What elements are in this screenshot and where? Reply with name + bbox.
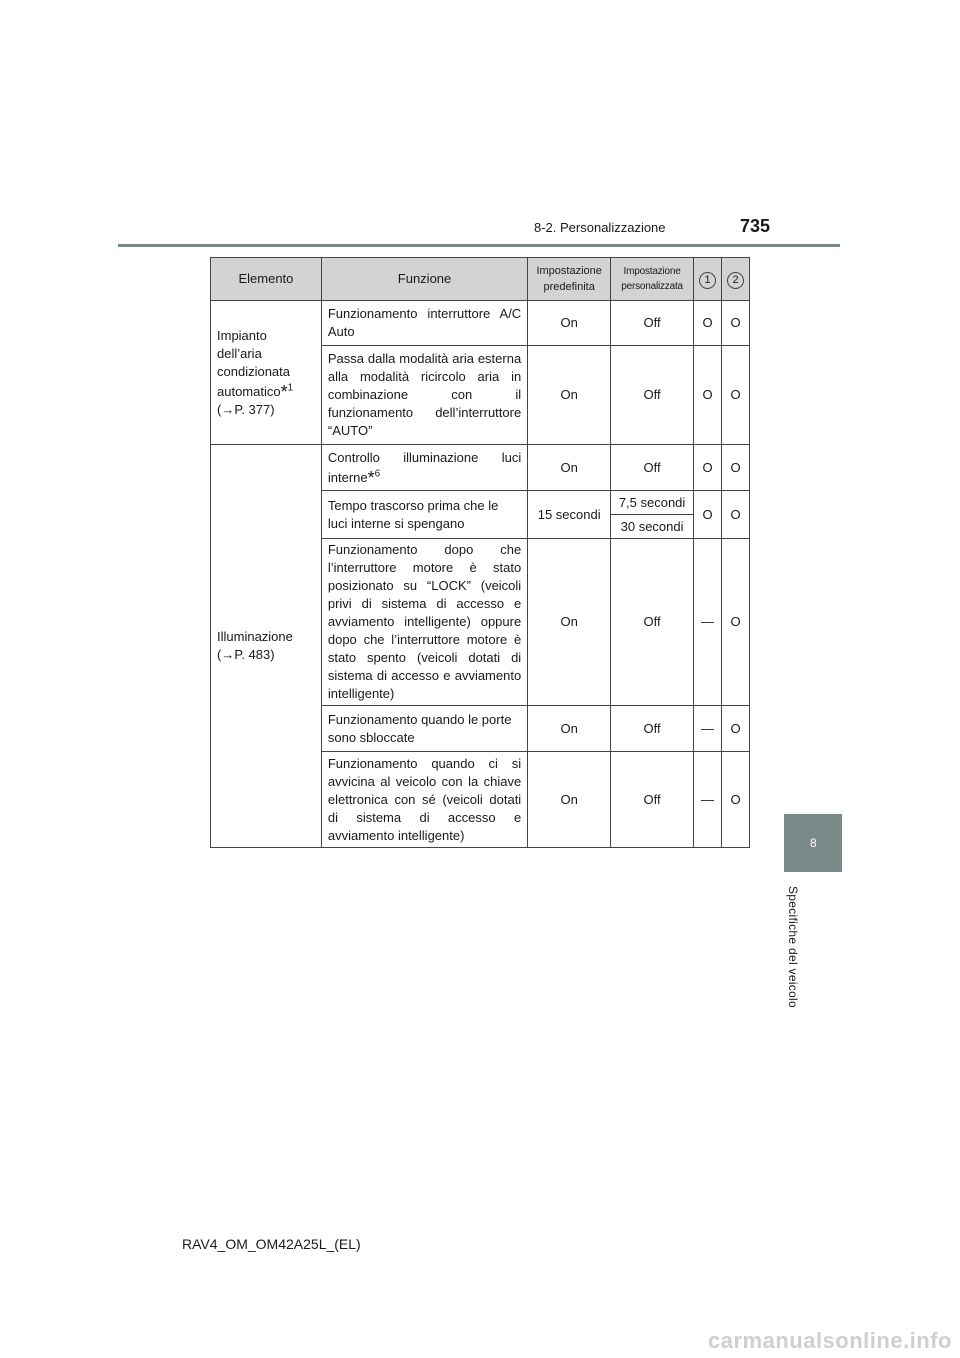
custom-cell: Off (611, 445, 694, 491)
function-cell (321, 445, 527, 491)
col2-cell: O (722, 301, 750, 346)
element-line: Impianto (217, 327, 267, 343)
col1-cell: O (694, 445, 722, 491)
table-row (211, 445, 750, 491)
col2-cell: O (722, 491, 750, 539)
function-cell: Passa dalla modalità aria esterna alla modalità ricircolo aria in combinazione con il funzionamento dell’interruttore “AUTO” (321, 346, 527, 445)
col2-cell: O (722, 752, 750, 848)
footnote-star-icon: * (280, 381, 288, 402)
function-cell: Tempo trascorso prima che le luci interne si spengano (321, 491, 527, 539)
function-text: Controllo illuminazione luci interne (327, 449, 522, 485)
header-function: Funzione (321, 258, 527, 301)
page-number: 735 (740, 216, 771, 236)
default-cell: On (528, 346, 611, 445)
function-cell: Funzionamento dopo che l’interruttore motore è stato posizionato su “LOCK” (veicoli privi di sistema di accesso e avviamento intelligente) oppure dopo che l’interruttore motore è stato spento (veicoli dotati di sistema di accesso e avviamento intelligente) (321, 539, 527, 706)
function-cell: Funzionamento quando le porte sono sbloccate (321, 706, 527, 752)
col2-cell: O (722, 346, 750, 445)
col2-cell: O (722, 706, 750, 752)
chapter-title: Specifiche del veicolo (786, 886, 800, 1009)
element-line: Illuminazione (217, 629, 293, 644)
function-cell: Funzionamento interruttore A/C Auto (321, 301, 527, 346)
custom-cell: Off (611, 301, 694, 346)
customization-table (210, 257, 750, 848)
header-custom: Impostazione personalizzata (611, 258, 694, 301)
col1-cell: O (694, 301, 722, 346)
col1-cell: — (694, 752, 722, 848)
footnote-star-icon: * (367, 467, 375, 488)
header-col2 (722, 258, 750, 301)
footnote-number: 6 (374, 468, 381, 480)
element-cell-illumination (211, 445, 322, 848)
footnote-number: 1 (287, 382, 294, 394)
custom-cell: Off (611, 346, 694, 445)
element-cell-air-conditioning (211, 301, 322, 445)
custom-cell: Off (611, 539, 694, 706)
custom-cell: Off (611, 706, 694, 752)
circled-2-icon: 2 (727, 272, 744, 289)
custom-option-cell: 7,5 secondi (611, 491, 694, 515)
default-cell: 15 secondi (528, 491, 611, 539)
header-col1 (694, 258, 722, 301)
element-line: condizionata (217, 363, 290, 379)
chapter-tab (784, 814, 842, 872)
default-cell: On (528, 752, 611, 848)
col2-cell: O (722, 539, 750, 706)
watermark: carmanualsonline.info (708, 1328, 952, 1353)
table-header-row (211, 258, 750, 301)
default-cell: On (528, 301, 611, 346)
default-cell: On (528, 445, 611, 491)
chapter-number: 8 (810, 836, 817, 850)
custom-option-cell: 30 secondi (611, 515, 694, 539)
section-title: 8-2. Personalizzazione (534, 220, 666, 235)
custom-cell: Off (611, 752, 694, 848)
header-divider (118, 244, 840, 247)
element-line: dell’aria (217, 345, 262, 361)
default-cell: On (528, 706, 611, 752)
circled-1-icon: 1 (699, 272, 716, 289)
col1-cell: — (694, 706, 722, 752)
table-row (211, 301, 750, 346)
col2-cell: O (722, 445, 750, 491)
document-code: RAV4_OM_OM42A25L_(EL) (182, 1236, 361, 1252)
page-reference: (→P. 483) (217, 647, 275, 662)
col1-cell: — (694, 539, 722, 706)
col1-cell: O (694, 491, 722, 539)
col1-cell: O (694, 346, 722, 445)
element-line: automatico (217, 383, 281, 399)
function-cell: Funzionamento quando ci si avvicina al veicolo con la chiave elettronica con sé (veicoli dotati di sistema di accesso e avviamento intelligente) (321, 752, 527, 848)
default-cell: On (528, 539, 611, 706)
header-default: Impostazione predefinita (528, 258, 611, 301)
page-reference: (→P. 377) (217, 401, 275, 417)
header-element: Elemento (211, 258, 322, 301)
